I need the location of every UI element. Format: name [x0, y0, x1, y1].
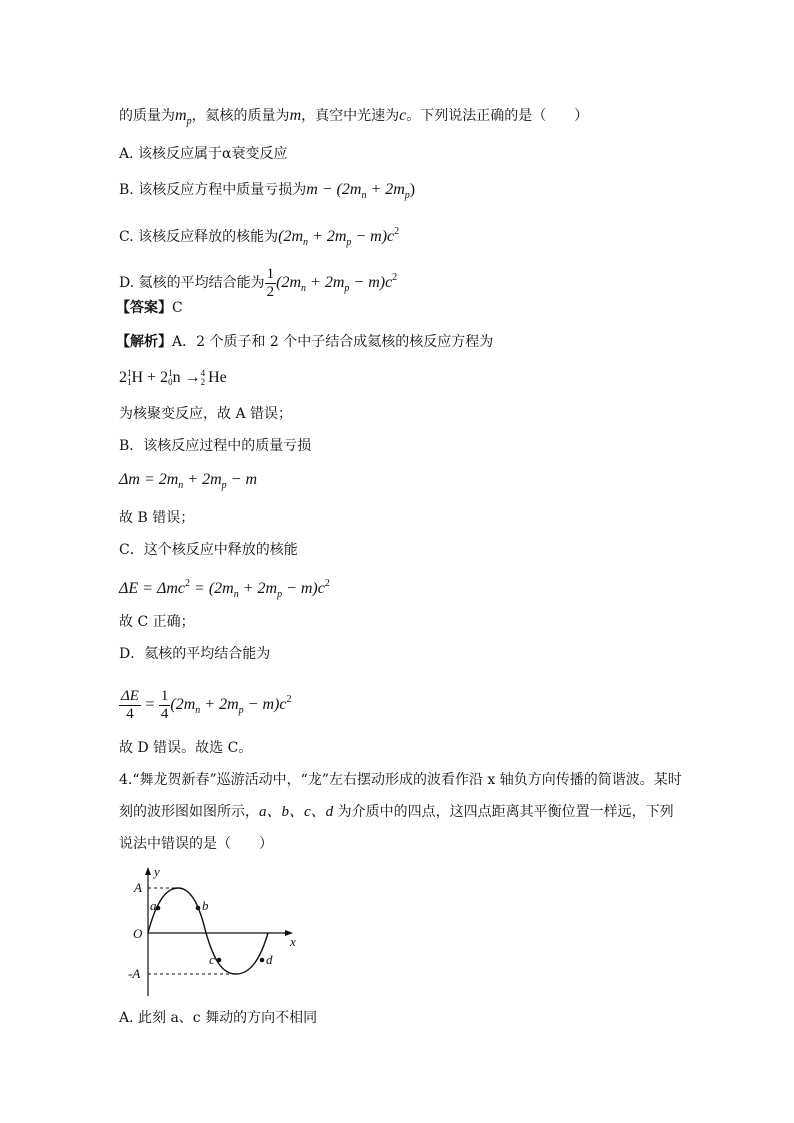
eq1-n: n → [172, 369, 201, 386]
eq2-part2: + 2m [183, 471, 222, 488]
eq4-part2: + 2m [200, 696, 239, 713]
eq3-part4: − m)c [282, 580, 325, 597]
eq3-part1: ΔE = Δmc [119, 580, 186, 597]
q4-line2 [119, 802, 674, 822]
n-mass-number: 1 [168, 368, 173, 378]
y-axis-arrow-icon [145, 867, 151, 875]
intro-text-4: 。下列说法正确的是（ ） [406, 108, 589, 124]
eq4-rhs-num: 1 [160, 687, 169, 704]
answer-line [116, 298, 183, 318]
option-b [119, 180, 415, 206]
sub-n: n [178, 480, 184, 491]
eq3-part3: + 2m [238, 580, 278, 597]
option-d-math-2: + 2m [306, 274, 345, 291]
mp-subscript: p [186, 116, 192, 127]
eq4-part3: − m)c [243, 696, 287, 713]
option-d-math-3: − m)c [349, 274, 393, 291]
sup-2: 2 [286, 694, 292, 705]
eq2 [119, 471, 258, 491]
point-b [196, 906, 201, 911]
n-atomic-number: 0 [168, 377, 173, 387]
q4-line2-pre: 刻的波形图如图所示， [119, 804, 259, 820]
He-atomic-number: 2 [200, 377, 206, 387]
q4-line3: 说法中错误的是（ ） [119, 836, 273, 852]
He-mass-number: 4 [200, 368, 206, 378]
eq4-part1: (2m [170, 696, 196, 713]
analysis-b: B．该核反应过程中的质量亏损 [119, 438, 312, 454]
sub-p: p [404, 190, 410, 201]
option-b-text: B. 该核反应方程中质量亏损为 [119, 182, 307, 198]
equation-reaction [119, 364, 227, 392]
eq2-part3: − m [226, 471, 258, 488]
sub-p: p [238, 705, 244, 716]
sub-p: p [221, 480, 227, 491]
eq1-coef: 2 [119, 369, 127, 386]
mp-symbol: m [175, 107, 187, 124]
sub-p: p [346, 237, 352, 248]
sub-n: n [303, 237, 309, 248]
q4-option-a: A. 此刻 a、c 舞动的方向不相同 [119, 1010, 318, 1026]
option-a: A. 该核反应属于α衰变反应 [119, 146, 288, 162]
eq4-lhs-fraction [119, 688, 141, 723]
eq4-body [170, 694, 292, 716]
analysis-label: 【解析】 [116, 334, 172, 350]
fraction-denominator: 2 [266, 283, 275, 300]
option-c-math-1: (2m [278, 228, 304, 245]
eq4-lhs-den: 4 [126, 705, 134, 722]
option-c-text: C. 该核反应释放的核能为 [119, 229, 279, 245]
option-d-fraction [265, 266, 277, 301]
option-b-math-2: + 2m [366, 181, 405, 198]
analysis-a [116, 332, 493, 352]
option-c-math-3: − m)c [351, 228, 395, 245]
analysis-a-text: A．2 个质子和 2 个中子结合成氦核的核反应方程为 [172, 334, 494, 350]
fraction-numerator: 1 [266, 265, 275, 282]
eq2-part1: Δm = 2m [119, 471, 179, 488]
intro-text-3: ，真空中光速为 [301, 108, 400, 124]
intro-text: 的质量为 [119, 108, 175, 124]
eq4-rhs-fraction [159, 688, 171, 723]
option-d-math [276, 272, 398, 294]
eq1-H: H + 2 [131, 369, 169, 386]
sup-2: 2 [394, 226, 400, 237]
analysis-c-conclusion: 故 C 正确； [119, 614, 195, 630]
question-intro-line [119, 106, 588, 132]
sub-n: n [233, 589, 239, 600]
m-symbol: m [289, 107, 302, 124]
analysis-c: C．这个核反应中释放的核能 [119, 542, 298, 558]
eq4-equals: = [145, 696, 155, 713]
analysis-a-conclusion: 为核聚变反应，故 A 错误； [119, 406, 293, 422]
sup-2: 2 [324, 578, 330, 589]
analysis-b-conclusion: 故 B 错误； [119, 510, 195, 526]
c-symbol: c [399, 107, 407, 124]
option-b-math-3: ) [409, 181, 416, 198]
option-c-math-2: + 2m [308, 228, 347, 245]
eq4-rhs-den: 4 [160, 705, 169, 722]
point-d [260, 958, 265, 963]
answer-label: 【答案】 [116, 300, 172, 316]
q4-line2-post: 为介质中的四点，这四点距离其平衡位置一样远，下列 [333, 804, 674, 820]
option-c [119, 222, 399, 253]
label-d: d [266, 952, 273, 967]
option-d-text: D. 氦核的平均结合能为 [119, 275, 265, 291]
option-c-math [278, 226, 400, 248]
eq3 [119, 578, 330, 600]
q4-line1: 4.“舞龙贺新春”巡游活动中，“龙”左右摆动形成的波看作沿 x 轴负方向传播的简谐波。某时 [119, 772, 682, 788]
q4-line2-vars: a、b、c、d [259, 804, 334, 820]
eq3-part2: = (2m [190, 580, 234, 597]
y-label: y [154, 864, 160, 879]
intro-text-2: ，氦核的质量为 [191, 108, 290, 124]
analysis-d-conclusion: 故 D 错误。故选 C。 [119, 740, 253, 756]
label-c: c [209, 952, 215, 967]
analysis-d: D．氦核的平均结合能为 [119, 646, 271, 662]
H-atomic-number: 1 [127, 377, 132, 387]
x-label: x [290, 934, 296, 949]
label-a: a [150, 898, 157, 913]
wave-figure [118, 860, 318, 1000]
equation-avg-binding [119, 680, 291, 731]
label-O: O [133, 926, 143, 941]
equation-mass-defect [119, 470, 257, 496]
answer-value: C [172, 300, 183, 316]
point-c [217, 958, 222, 963]
label-A: A [134, 880, 142, 895]
option-b-math-1: m − (2m [306, 181, 362, 198]
label-negA: -A [128, 966, 141, 981]
sub-n: n [361, 190, 367, 201]
H-mass-number: 1 [127, 368, 132, 378]
label-b: b [202, 898, 209, 913]
sup-2: 2 [185, 578, 191, 589]
sub-p: p [344, 283, 350, 294]
sub-n: n [301, 283, 307, 294]
eq1-He: He [208, 369, 227, 386]
equation-energy [119, 572, 330, 607]
option-d-math-1: (2m [276, 274, 302, 291]
sup-2: 2 [392, 272, 398, 283]
sub-p: p [277, 589, 283, 600]
option-b-math [306, 181, 416, 201]
sub-n: n [195, 705, 201, 716]
eq4-lhs-num: ΔE [121, 687, 139, 704]
He-nuclide-numbers [201, 369, 206, 387]
